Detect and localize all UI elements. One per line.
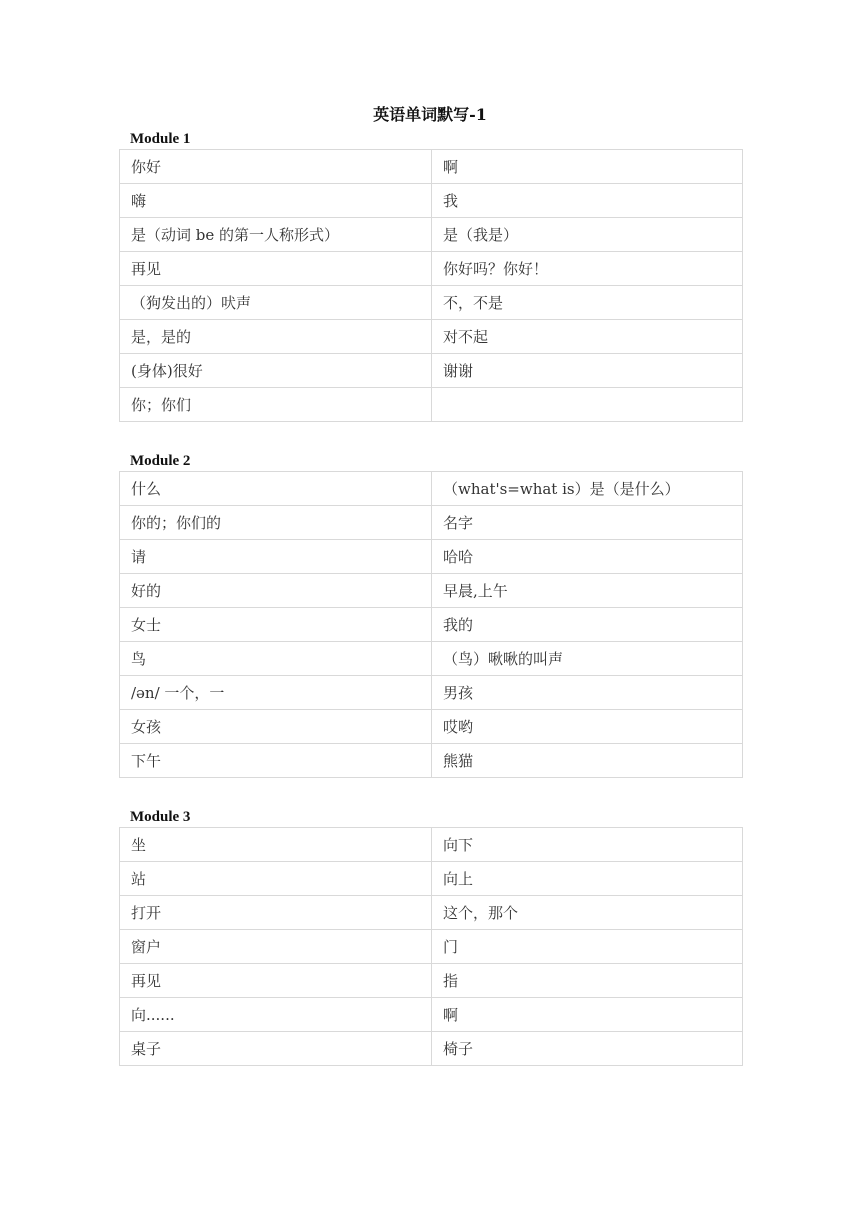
vocab-cell-left: 请: [120, 540, 432, 574]
vocab-cell-left: 再见: [120, 252, 432, 286]
vocab-cell-left: 再见: [120, 964, 432, 998]
module-1-section: [119, 129, 741, 422]
vocab-cell-right: 熊猫: [432, 744, 743, 778]
table-row: [120, 998, 743, 1032]
vocab-cell-left: 什么: [120, 472, 432, 506]
vocab-cell-right: 不，不是: [432, 286, 743, 320]
vocab-table: [119, 827, 743, 1066]
vocab-cell-left: 嗨: [120, 184, 432, 218]
table-row: [120, 184, 743, 218]
vocab-table: [119, 471, 743, 778]
vocab-cell-left: 你的；你们的: [120, 506, 432, 540]
vocab-cell-left: 好的: [120, 574, 432, 608]
module-2-section: [119, 451, 741, 778]
vocab-table: [119, 149, 743, 422]
vocab-cell-right: 啊: [432, 150, 743, 184]
vocab-cell-left: (身体)很好: [120, 354, 432, 388]
vocab-cell-right: 是（我是）: [432, 218, 743, 252]
vocab-cell-right: 我的: [432, 608, 743, 642]
vocab-cell-left: 你好: [120, 150, 432, 184]
table-row: [120, 320, 743, 354]
vocab-cell-right: （鸟）啾啾的叫声: [432, 642, 743, 676]
vocab-cell-right: 向下: [432, 828, 743, 862]
vocab-cell-left: 是，是的: [120, 320, 432, 354]
vocab-cell-left: 窗户: [120, 930, 432, 964]
vocab-cell-right: 哈哈: [432, 540, 743, 574]
vocab-cell-left: 是（动词 be 的第一人称形式）: [120, 218, 432, 252]
vocab-cell-right: （what's=what is）是（是什么）: [432, 472, 743, 506]
table-row: [120, 354, 743, 388]
table-row: [120, 218, 743, 252]
vocab-cell-right: 谢谢: [432, 354, 743, 388]
table-row: [120, 388, 743, 422]
vocab-cell-right: 男孩: [432, 676, 743, 710]
vocab-cell-left: 你；你们: [120, 388, 432, 422]
vocab-cell-right: 哎哟: [432, 710, 743, 744]
vocab-cell-right: 名字: [432, 506, 743, 540]
table-row: [120, 472, 743, 506]
vocab-cell-left: 站: [120, 862, 432, 896]
table-row: [120, 506, 743, 540]
vocab-cell-right: [432, 388, 743, 422]
vocab-cell-right: 这个，那个: [432, 896, 743, 930]
vocab-cell-left: 女孩: [120, 710, 432, 744]
vocab-cell-right: 你好吗？你好！: [432, 252, 743, 286]
vocab-cell-left: 桌子: [120, 1032, 432, 1066]
vocab-cell-right: 啊: [432, 998, 743, 1032]
vocab-cell-right: 早晨,上午: [432, 574, 743, 608]
table-row: [120, 150, 743, 184]
table-row: [120, 828, 743, 862]
vocab-cell-left: 打开: [120, 896, 432, 930]
table-row: [120, 642, 743, 676]
vocab-cell-left: 下午: [120, 744, 432, 778]
vocab-cell-left: 坐: [120, 828, 432, 862]
table-row: [120, 676, 743, 710]
table-row: [120, 896, 743, 930]
module-heading: Module 3: [130, 809, 191, 825]
vocab-cell-right: 椅子: [432, 1032, 743, 1066]
table-row: [120, 744, 743, 778]
table-row: [120, 574, 743, 608]
vocab-cell-left: 女士: [120, 608, 432, 642]
vocab-cell-left: /ən/ 一个，一: [120, 676, 432, 710]
vocab-cell-left: （狗发出的）吠声: [120, 286, 432, 320]
vocab-cell-right: 我: [432, 184, 743, 218]
table-row: [120, 862, 743, 896]
vocab-cell-right: 对不起: [432, 320, 743, 354]
table-row: [120, 964, 743, 998]
module-heading: Module 2: [130, 453, 191, 469]
table-row: [120, 710, 743, 744]
table-row: [120, 286, 743, 320]
vocab-cell-right: 向上: [432, 862, 743, 896]
module-3-section: [119, 807, 741, 1066]
table-row: [120, 1032, 743, 1066]
table-row: [120, 540, 743, 574]
table-row: [120, 608, 743, 642]
table-row: [120, 930, 743, 964]
page-title: 英语单词默写-1: [373, 105, 487, 124]
vocab-cell-left: 向......: [120, 998, 432, 1032]
vocab-cell-right: 指: [432, 964, 743, 998]
module-heading: Module 1: [130, 131, 191, 147]
vocab-cell-right: 门: [432, 930, 743, 964]
vocab-cell-left: 鸟: [120, 642, 432, 676]
table-row: [120, 252, 743, 286]
